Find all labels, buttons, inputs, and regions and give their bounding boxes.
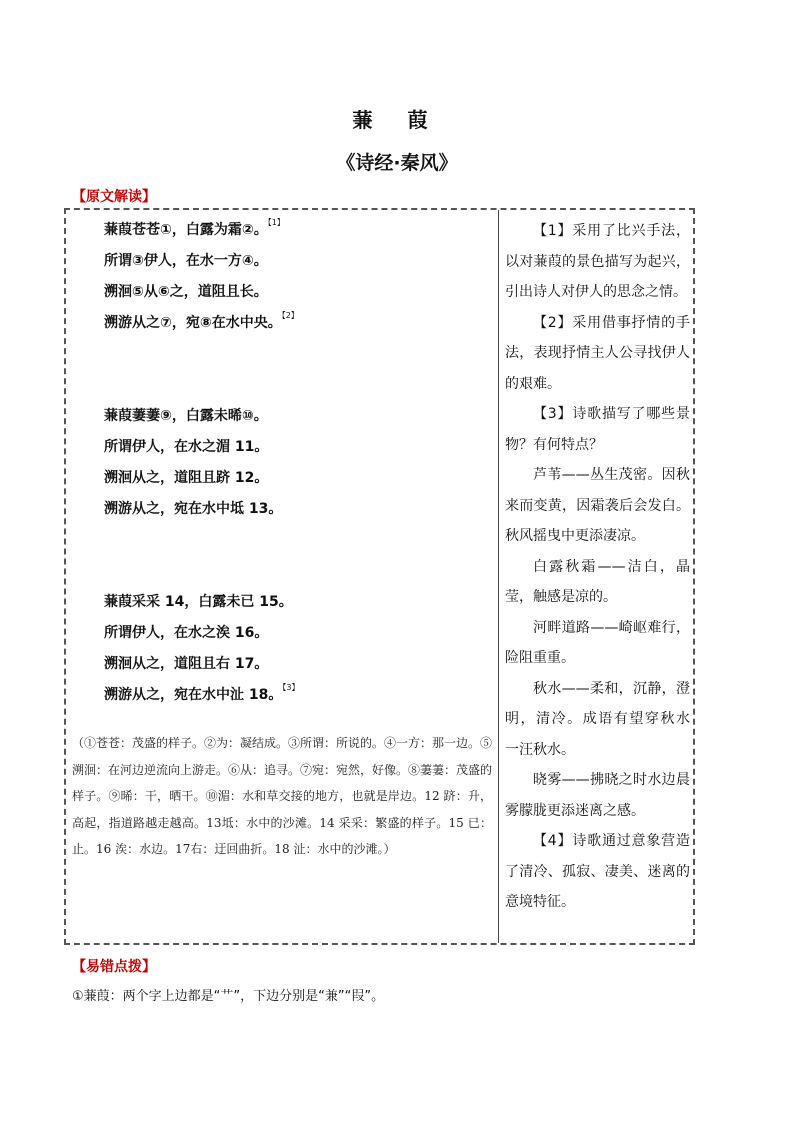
poem-line: 蒹葭苍苍①，白露为霜②。$^{【1】}$ bbox=[104, 218, 285, 238]
section-label-original: 【原文解读】 bbox=[72, 189, 156, 205]
poem-line: 所谓伊人，在水之涘 16。 bbox=[104, 625, 269, 641]
poem-line: 所谓③伊人，在水一方④。 bbox=[104, 253, 268, 269]
column-divider bbox=[498, 210, 499, 943]
page-subtitle: 《诗经·秦风》 bbox=[336, 152, 458, 174]
commentary-para: 芦苇——丛生茂密。因秋来而变黄，因霜袭后会发白。秋风摇曳中更添凄凉。 bbox=[505, 467, 690, 544]
stanza-gap bbox=[104, 342, 492, 404]
stanza-gap bbox=[104, 528, 492, 590]
commentary-para: 白露秋霜——洁白，晶莹，触感是凉的。 bbox=[505, 558, 690, 605]
section-label-errors: 【易错点拨】 bbox=[72, 959, 156, 975]
poem-line: 蒹葭采采 14，白露未已 15。 bbox=[104, 594, 293, 610]
poem-line: 溯游从之，宛在水中沚 18。$^{【3】}$ bbox=[104, 683, 300, 703]
error-tip: ①蒹葭：两个字上边都是“艹”，下边分别是“兼”“叚”。 bbox=[72, 989, 385, 1004]
commentary-para: 【4】诗歌通过意象营造了清冷、孤寂、凄美、迷离的意境特征。 bbox=[505, 833, 690, 910]
poem-line: 所谓伊人，在水之湄 11。 bbox=[104, 439, 269, 455]
commentary-para: 河畔道路——崎岖难行，险阻重重。 bbox=[505, 619, 690, 666]
poem-line: 溯游从之⑦，宛⑧在水中央。$^{【2】}$ bbox=[104, 311, 299, 331]
commentary-para: 【3】诗歌描写了哪些景物？有何特点？ bbox=[505, 406, 690, 453]
commentary-para: 【1】采用了比兴手法，以对蒹葭的景色描写为起兴，引出诗人对伊人的思念之情。 bbox=[505, 223, 690, 300]
poem-line: 溯洄从之，道阻且右 17。 bbox=[104, 656, 269, 672]
commentary-para: 晓雾——拂晓之时水边晨雾朦胧更添迷离之感。 bbox=[505, 772, 690, 819]
annotation-notes: （①苍苍：茂盛的样子。②为：凝结成。③所谓：所说的。④一方：那一边。⑤溯洄：在河边逆流向上游走。⑥从：追寻。⑦宛：宛然，好像。⑧萋萋：茂盛的样子。⑨晞：干，晒干。⑩湄：水和草交接的地方，也就是岸边。12 跻：升，高起，指道路越走越高。13坻：水中的沙滩。14 采采：繁盛的样子。15 已：止。16 涘：水边。17右：迂回曲折。18 沚：水中的沙滩。） bbox=[72, 736, 493, 856]
commentary-column bbox=[505, 216, 690, 918]
poem-text bbox=[104, 218, 492, 714]
poem-line: 溯游从之，宛在水中坻 13。 bbox=[104, 501, 283, 517]
commentary-para: 秋水——柔和，沉静，澄明，清冷。成语有望穿秋水 一汪秋水。 bbox=[505, 680, 690, 758]
poem-line: 溯洄从之，道阻且跻 12。 bbox=[104, 470, 269, 486]
commentary-para: 【2】采用借事抒情的手法，表现抒情主人公寻找伊人的艰难。 bbox=[505, 314, 690, 392]
page-title: 蒹 葭 bbox=[352, 108, 442, 132]
poem-line: 溯洄⑤从⑥之，道阻且长。 bbox=[104, 284, 268, 300]
poem-line: 蒹葭萋萋⑨，白露未晞⑩。 bbox=[104, 408, 268, 424]
